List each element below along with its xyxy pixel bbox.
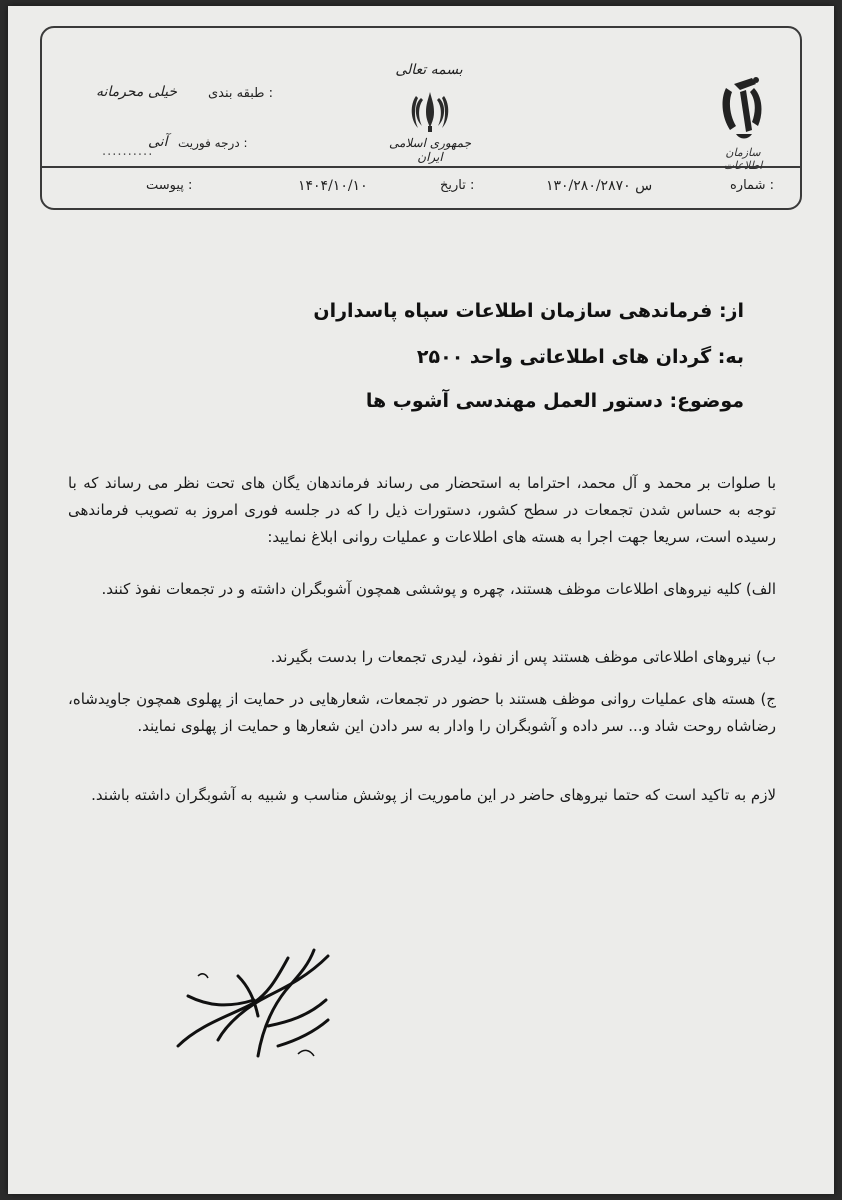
signature-icon xyxy=(158,936,358,1066)
priority-label: درجه فوریت : xyxy=(178,136,248,150)
republic-caption: جمهوری اسلامی ایران xyxy=(388,136,472,164)
item-c-paragraph: ج) هسته های عملیات روانی موظف هستند با حضور در تجمعات، شعارهایی در حمایت از پهلوی همچون جاویدشاه، رضاشاه روحت شاد و... سر داده و آشوبگران را وادار به سر دادن این شعارها و حمایت از پهلوی نمایند. xyxy=(68,690,776,735)
attachment-label: پیوست : xyxy=(146,178,193,193)
item-b-paragraph: ب) نیروهای اطلاعاتی موظف هستند پس از نفوذ، لیدری تجمعات را بدست بگیرند. xyxy=(270,648,776,666)
from-line: از: فرماندهی سازمان اطلاعات سپاه پاسداران xyxy=(313,300,744,322)
priority-dots: .......... xyxy=(102,144,154,159)
classification-value: خیلی محرمانه xyxy=(96,84,178,100)
priority-value: آنی xyxy=(148,134,168,150)
org-caption: سازمان اطلاعات xyxy=(723,146,763,172)
irgc-emblem-icon xyxy=(716,70,772,144)
number-value: ۱۳۰/۲۸۰/۲۸۷۰ س xyxy=(546,178,653,194)
bismillah-text: بسمه تعالی xyxy=(395,62,463,78)
letterhead-divider xyxy=(40,166,802,168)
closing-paragraph: لازم به تاکید است که حتما نیروهای حاضر در این ماموریت از پوشش مناسب و شبیه به آشوبگران داشته باشند. xyxy=(91,786,776,804)
item-a-paragraph: الف) کلیه نیروهای اطلاعات موظف هستند، چهره و پوششی همچون آشوبگران داشته و در تجمعات نفوذ کنند. xyxy=(101,580,776,598)
date-label: تاریخ : xyxy=(440,178,475,193)
date-value: ۱۴۰۴/۱۰/۱۰ xyxy=(298,178,368,194)
iran-emblem-icon xyxy=(406,86,454,134)
intro-paragraph: با صلوات بر محمد و آل محمد، احتراما به استحضار می رساند فرماندهان یگان های تحت نظر می رساند که با توجه به حساس شدن تجمعات در سطح کشور، دستورات ذیل را که در جلسه فوری امروز به تصویب فرماندهی رسیده است، سریعا جهت اجرا به هسته های اطلاعات و عملیات روانی ابلاغ نمایید: xyxy=(68,474,776,546)
subject-line: موضوع: دستور العمل مهندسی آشوب ها xyxy=(365,390,744,412)
to-line: به: گردان های اطلاعاتی واحد ۲۵۰۰ xyxy=(416,346,744,368)
letter-page xyxy=(8,6,834,1194)
classification-label: طبقه بندی : xyxy=(208,86,274,101)
number-label: شماره : xyxy=(730,178,774,193)
